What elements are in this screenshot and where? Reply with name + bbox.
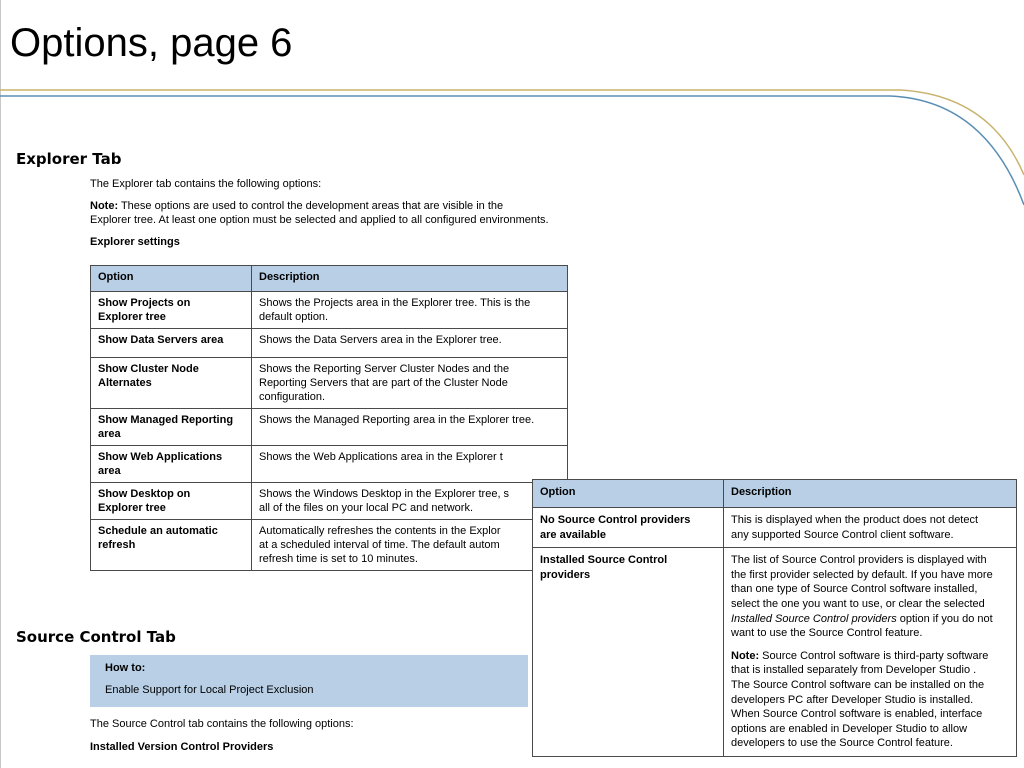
table-row xyxy=(533,548,1017,757)
note-text-line-2: Explorer tree. At least one option must be selected and applied to all configured environments. xyxy=(90,214,549,226)
description-cell xyxy=(724,548,1017,757)
option-cell: Show Projects on Explorer tree xyxy=(91,292,252,329)
table-header-row xyxy=(91,266,568,292)
table-row xyxy=(91,483,568,520)
table-row xyxy=(91,292,568,329)
table-row xyxy=(91,520,568,571)
note-text-line-1: These options are used to control the development areas that are visible in the xyxy=(118,200,504,212)
option-cell: Show Managed Reporting area xyxy=(91,409,252,446)
explorer-settings-label: Explorer settings xyxy=(90,236,180,248)
source-control-options-table xyxy=(532,479,1017,757)
description-cell: This is displayed when the product does not detect any supported Source Control client software. xyxy=(724,508,1017,548)
slide-title: Options, page 6 xyxy=(10,21,293,65)
note-label: Note: xyxy=(90,200,119,212)
how-to-box xyxy=(90,655,528,707)
table-row xyxy=(533,508,1017,548)
option-cell: Show Web Applications area xyxy=(91,446,252,483)
installed-providers-label: Installed Version Control Providers xyxy=(90,741,274,753)
explorer-intro: The Explorer tab contains the following options: xyxy=(90,178,322,190)
how-to-link[interactable]: Enable Support for Local Project Exclusion xyxy=(105,684,314,696)
table-row xyxy=(91,409,568,446)
description-cell: Shows the Windows Desktop in the Explorer tree, s all of the files on your local PC and network. xyxy=(252,483,568,520)
provider-note: Note: Source Control software is third-party software that is installed separately from Developer Studio . The Source Control software can be installed on the developers PC after Developer Studio is installed. When Source Control software is enabled, interface options are enabled in Developer Studio to allow developers to use the Source Control feature. xyxy=(731,649,989,750)
description-cell: Shows the Web Applications area in the Explorer t xyxy=(252,446,568,483)
header-option: Option xyxy=(91,266,252,292)
explorer-settings-table xyxy=(90,265,568,571)
source-control-tab-heading: Source Control Tab xyxy=(16,628,176,646)
table-row xyxy=(91,329,568,358)
option-cell: Show Data Servers area xyxy=(91,329,252,358)
provider-description: The list of Source Control providers is displayed with the first provider selected by default. If you have more than one type of Source Control software installed, select the one you want to use, or clear the selected Installed Source Control providers option if you do not want to use the Source Control feature. xyxy=(731,554,993,640)
explorer-tab-heading: Explorer Tab xyxy=(16,150,122,168)
option-cell: No Source Control providers are available xyxy=(533,508,724,548)
option-cell: Installed Source Control providers xyxy=(533,548,724,757)
table-header-row xyxy=(533,480,1017,508)
description-cell: Automatically refreshes the contents in the Explor at a scheduled interval of time. The default autom refresh time is set to 10 minutes. xyxy=(252,520,568,571)
table-row xyxy=(91,446,568,483)
explorer-note xyxy=(90,199,549,227)
option-cell: Show Cluster Node Alternates xyxy=(91,358,252,409)
how-to-title: How to: xyxy=(105,662,146,674)
description-cell: Shows the Managed Reporting area in the Explorer tree. xyxy=(252,409,568,446)
option-cell: Schedule an automatic refresh xyxy=(91,520,252,571)
header-description: Description xyxy=(724,480,1017,508)
description-cell: Shows the Data Servers area in the Explorer tree. xyxy=(252,329,568,358)
description-cell: Shows the Reporting Server Cluster Nodes and the Reporting Servers that are part of the Cluster Node configuration. xyxy=(252,358,568,409)
header-option: Option xyxy=(533,480,724,508)
description-cell: Shows the Projects area in the Explorer tree. This is the default option. xyxy=(252,292,568,329)
header-description: Description xyxy=(252,266,568,292)
source-control-intro: The Source Control tab contains the following options: xyxy=(90,718,354,730)
option-cell: Show Desktop on Explorer tree xyxy=(91,483,252,520)
table-row xyxy=(91,358,568,409)
